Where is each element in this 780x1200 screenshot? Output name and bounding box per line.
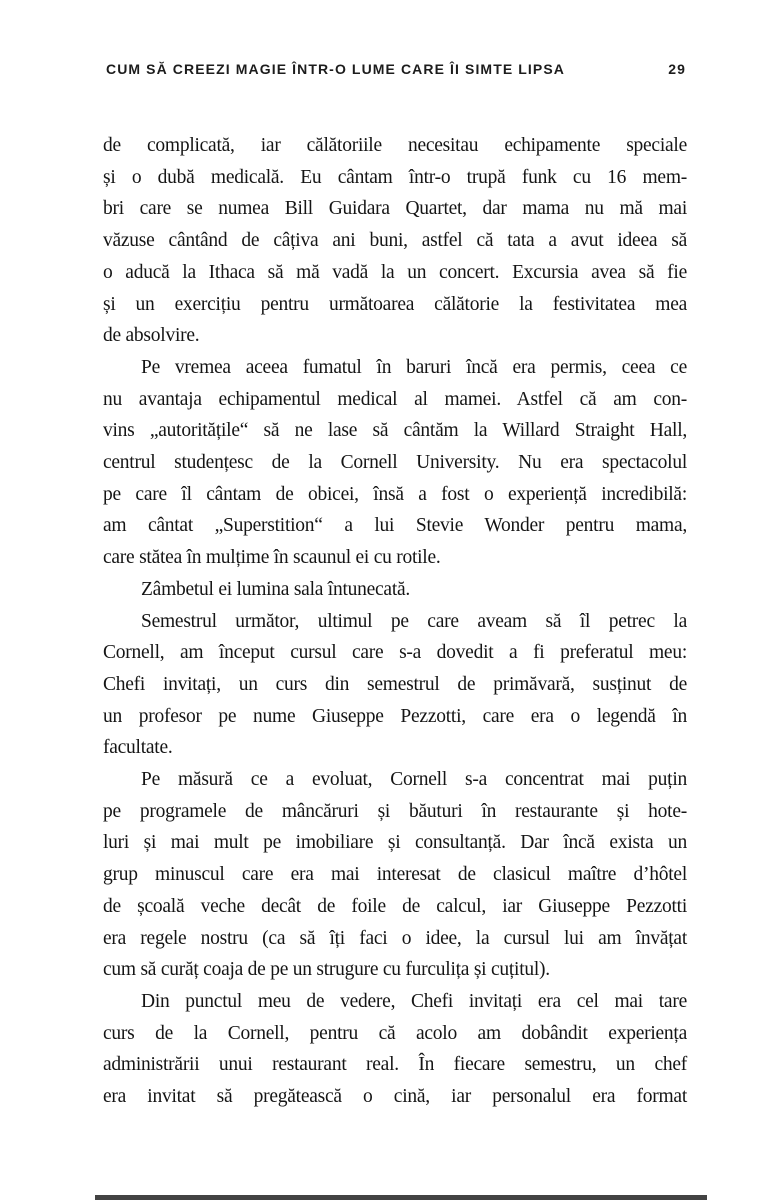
text-line: Cornell, am început cursul care s-a dovedit a fi preferatul meu: (103, 642, 687, 664)
text-line: pe programele de mâncăruri și băuturi în restaurante și hote- (103, 800, 687, 822)
text-line: era invitat să pregătească o cină, iar personalul era format (103, 1086, 687, 1108)
text-line: Zâmbetul ei lumina sala întunecată. (141, 578, 411, 600)
text-line: bri care se numea Bill Guidara Quartet, dar mama nu mă mai (103, 198, 687, 220)
page-number: 29 (668, 61, 686, 77)
text-line: și un exercițiu pentru următoarea călătorie la festivitatea mea (103, 293, 687, 315)
text-line: am cântat „Superstition“ a lui Stevie Wonder pentru mama, (103, 515, 687, 537)
text-line: era regele nostru (ca să îți faci o idee, la cursul lui am învățat (103, 927, 687, 949)
text-line: de școală veche decât de foile de calcul, iar Giuseppe Pezzotti (103, 895, 687, 917)
text-line: un profesor pe nume Giuseppe Pezzotti, care era o legendă în (103, 705, 687, 727)
text-line: curs de la Cornell, pentru că acolo am dobândit experiența (103, 1022, 687, 1044)
text-line: grup minuscul care era mai interesat de clasicul maître d’hôtel (103, 864, 687, 886)
text-line: Pe vremea aceea fumatul în baruri încă era permis, ceea ce (141, 356, 687, 378)
text-line: o aducă la Ithaca să mă vadă la un concert. Excursia avea să fie (103, 261, 687, 283)
text-line: luri și mai mult pe imobiliare și consultanță. Dar încă exista un (103, 832, 687, 854)
text-line: pe care îl cântam de obicei, însă a fost o experiență incredibilă: (103, 483, 687, 505)
text-line: cum să curăț coaja de pe un strugure cu furculița și cuțitul). (103, 959, 550, 981)
page-bottom-bar (95, 1195, 707, 1200)
text-line: nu avantaja echipamentul medical al mamei. Astfel că am con- (103, 388, 687, 410)
text-line: Din punctul meu de vedere, Chefi invitați era cel mai tare (141, 990, 687, 1012)
text-line: Chefi invitați, un curs din semestrul de primăvară, susținut de (103, 673, 687, 695)
text-line: care stătea în mulțime în scaunul ei cu rotile. (103, 547, 441, 569)
text-line: văzuse cântând de câțiva ani buni, astfel că tata a avut ideea să (103, 230, 687, 252)
chapter-title: CUM SĂ CREEZI MAGIE ÎNTR-O LUME CARE ÎI SIMTE LIPSA (106, 61, 565, 77)
body-text (103, 130, 687, 1113)
text-line: de complicată, iar călătoriile necesitau echipamente speciale (103, 135, 687, 156)
text-line: centrul studențesc de la Cornell University. Nu era spectacolul (103, 452, 687, 474)
text-line: administrării unui restaurant real. În fiecare semestru, un chef (103, 1054, 687, 1076)
running-header (106, 61, 686, 77)
text-line: vins „autoritățile“ să ne lase să cântăm la Willard Straight Hall, (103, 420, 687, 442)
text-line: Pe măsură ce a evoluat, Cornell s-a concentrat mai puțin (141, 769, 687, 791)
text-line: de absolvire. (103, 325, 200, 347)
text-line: și o dubă medicală. Eu cântam într-o trupă funk cu 16 mem- (103, 166, 687, 188)
text-line: Semestrul următor, ultimul pe care aveam să îl petrec la (141, 610, 687, 632)
text-line: facultate. (103, 737, 173, 759)
